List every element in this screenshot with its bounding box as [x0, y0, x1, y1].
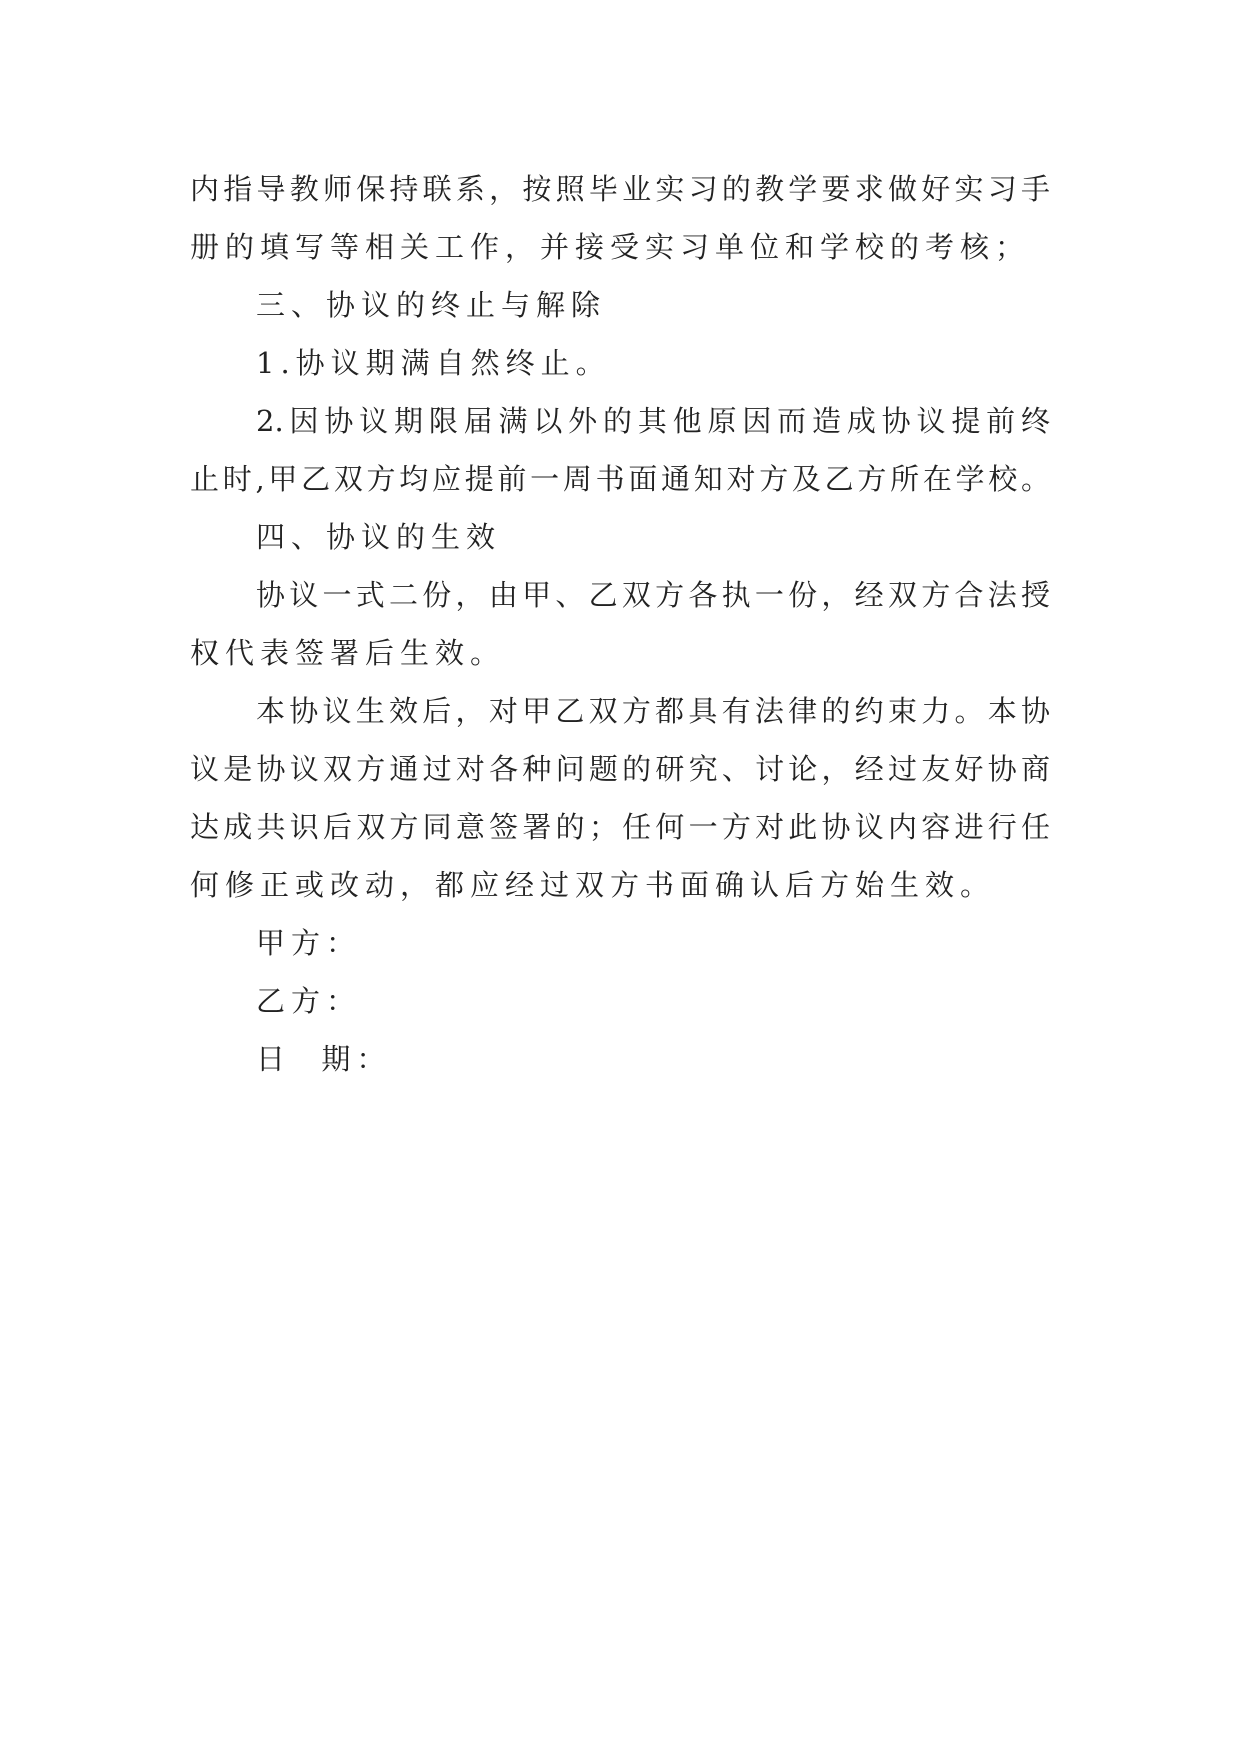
text-line: 权代表签署后生效。: [190, 636, 506, 670]
text-line: 议是协议双方通过对各种问题的研究、讨论，经过友好协商: [190, 752, 1050, 786]
paragraph-line: 本协议生效后，对甲乙双方都具有法律的约束力。本协: [256, 694, 1050, 728]
section-heading: 三、协议的终止与解除: [256, 288, 607, 322]
text-line: 内指导教师保持联系，按照毕业实习的教学要求做好实习手: [190, 172, 1050, 206]
text-line: 达成共识后双方同意签署的；任何一方对此协议内容进行任: [190, 810, 1050, 844]
date-signature: 日 期：: [256, 1042, 392, 1076]
party-b-signature: 乙方：: [256, 984, 362, 1018]
text-line: 册的填写等相关工作，并接受实习单位和学校的考核；: [190, 230, 1031, 264]
paragraph-line: 协议一式二份，由甲、乙双方各执一份，经双方合法授: [256, 578, 1050, 612]
text-line: 止时,甲乙双方均应提前一周书面通知对方及乙方所在学校。: [190, 462, 1050, 496]
document-body: [190, 160, 1050, 1088]
section-heading: 四、协议的生效: [256, 520, 502, 554]
clause-item: 1.协议期满自然终止。: [256, 346, 611, 380]
party-a-signature: 甲方：: [256, 926, 362, 960]
text-line: 何修正或改动，都应经过双方书面确认后方始生效。: [190, 868, 996, 902]
clause-item: 2.因协议期限届满以外的其他原因而造成协议提前终: [256, 404, 1050, 438]
